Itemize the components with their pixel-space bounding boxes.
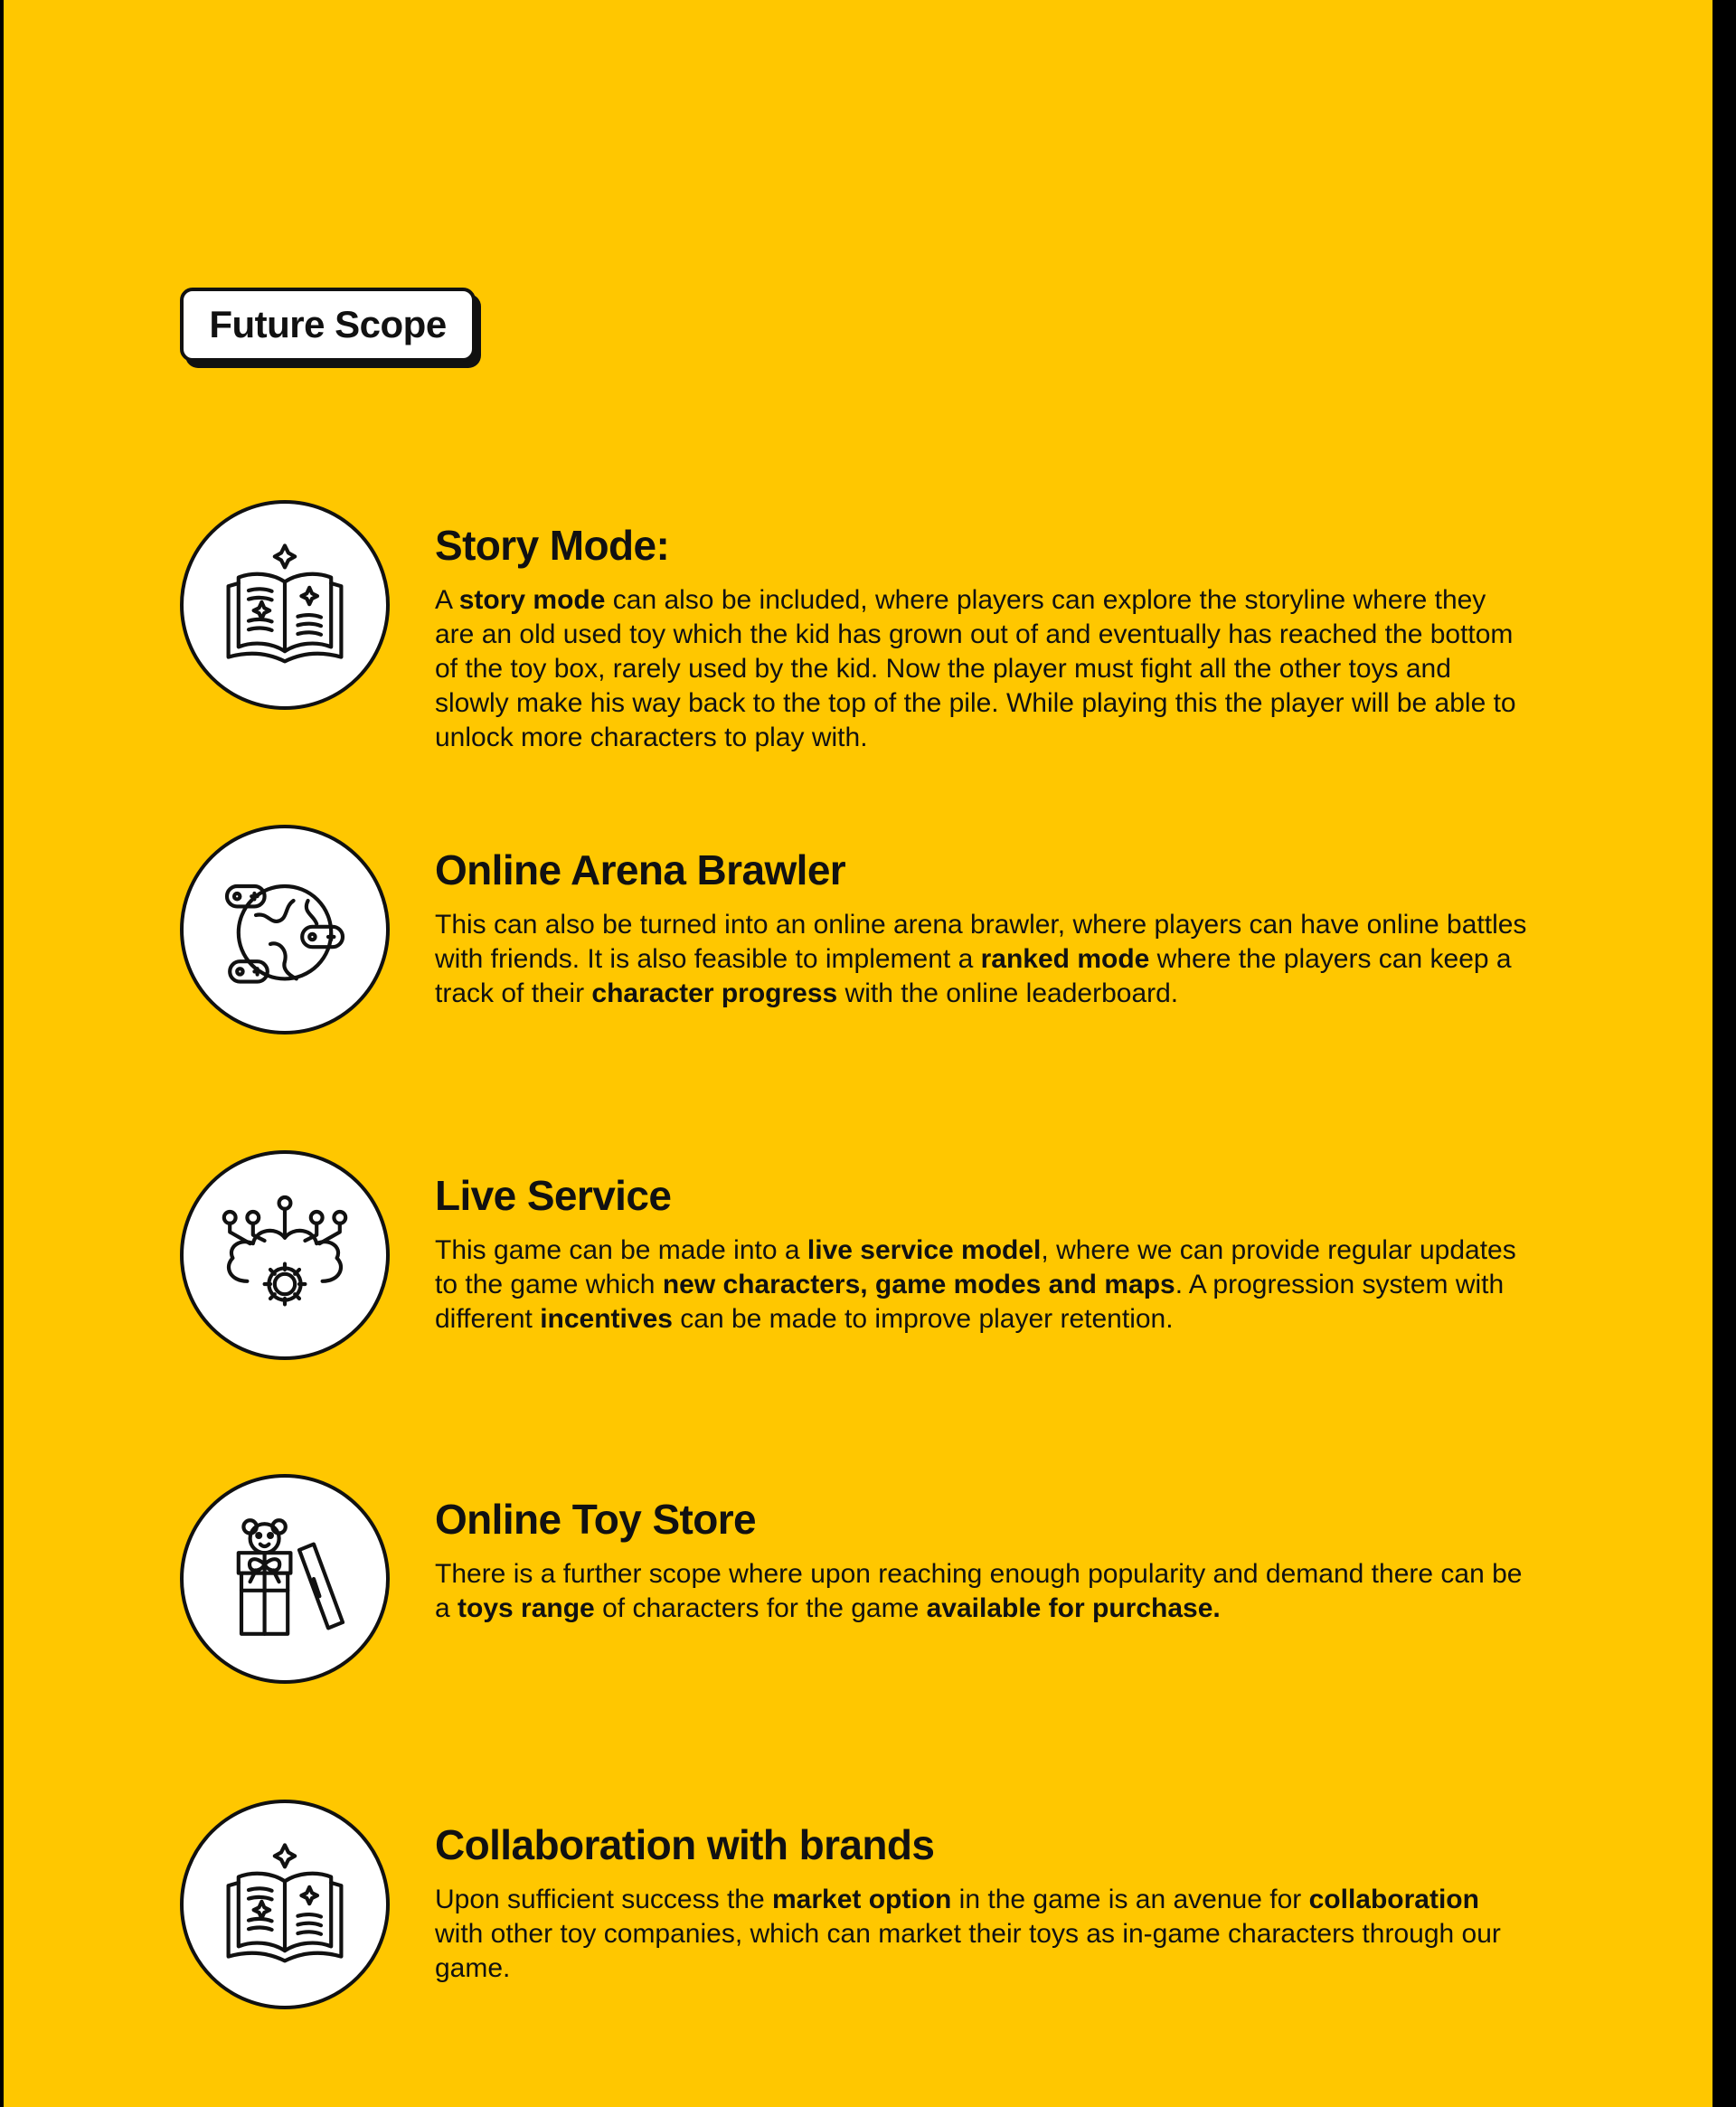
emphasis-text: available for purchase. (926, 1593, 1221, 1623)
emphasis-text: collaboration (1308, 1885, 1479, 1914)
cloud-gear-network-icon (212, 1183, 357, 1328)
text-run: There is a further scope where upon reaching enough popularity and demand there can be a (435, 1559, 1523, 1623)
item-title: Online Toy Store (435, 1496, 757, 1543)
text-run: can also be included, where players can explore the storyline where they are an old used toy which the kid has grown out of and eventually has reached the bottom of the toy box, rarely used by the kid. Now the player must fight all the other toys and slowly make his way back to the top of the pile. While playing this the player will be able to unlock more characters to play with. (435, 585, 1516, 752)
icon-circle (180, 825, 390, 1035)
icon-circle (180, 1800, 390, 2009)
text-run: A (435, 585, 459, 615)
open-book-sparkle-icon (212, 1832, 357, 1977)
emphasis-text: live service model (807, 1235, 1042, 1265)
text-run: with the online leaderboard. (837, 978, 1179, 1008)
emphasis-text: market option (771, 1885, 952, 1914)
text-run: of characters for the game (594, 1593, 927, 1623)
future-scope-page (4, 0, 1712, 2107)
item-title: Online Arena Brawler (435, 846, 846, 893)
item-description (435, 1883, 1529, 1986)
item-title: Story Mode: (435, 522, 670, 569)
text-run: , where we can provide regular updates to the game which (435, 1235, 1516, 1299)
open-book-sparkle-icon (212, 533, 357, 677)
emphasis-text: story mode (458, 585, 606, 615)
text-run: This game can be made into a (435, 1235, 807, 1265)
item-title: Live Service (435, 1172, 672, 1219)
text-run: in the game is an avenue for (951, 1885, 1309, 1914)
emphasis-text: ranked mode (980, 944, 1150, 974)
icon-circle (180, 1474, 390, 1684)
globe-gamepads-icon (212, 857, 357, 1002)
text-run: with other toy companies, which can market their toys as in-game characters through our game. (435, 1919, 1501, 1983)
icon-circle (180, 1150, 390, 1360)
text-run: can be made to improve player retention. (672, 1304, 1174, 1334)
emphasis-text: new characters, game modes and maps (662, 1270, 1175, 1299)
emphasis-text: toys range (458, 1593, 595, 1623)
teddy-bear-gift-box-icon (212, 1507, 357, 1651)
text-run: This can also be turned into an online arena brawler, where players can have online battles with friends. It is also feasible to implement a (435, 910, 1527, 974)
emphasis-text: incentives (540, 1304, 673, 1334)
icon-circle (180, 500, 390, 710)
item-description (435, 1233, 1529, 1337)
text-run: . A progression system with different (435, 1270, 1505, 1334)
item-title: Collaboration with brands (435, 1821, 935, 1868)
text-run: where the players can keep a track of their (435, 944, 1512, 1008)
section-badge: Future Scope (180, 288, 476, 362)
item-description (435, 1557, 1529, 1626)
item-description (435, 583, 1529, 755)
emphasis-text: character progress (591, 978, 838, 1008)
text-run: Upon sufficient success the (435, 1885, 772, 1914)
item-description (435, 908, 1529, 1011)
